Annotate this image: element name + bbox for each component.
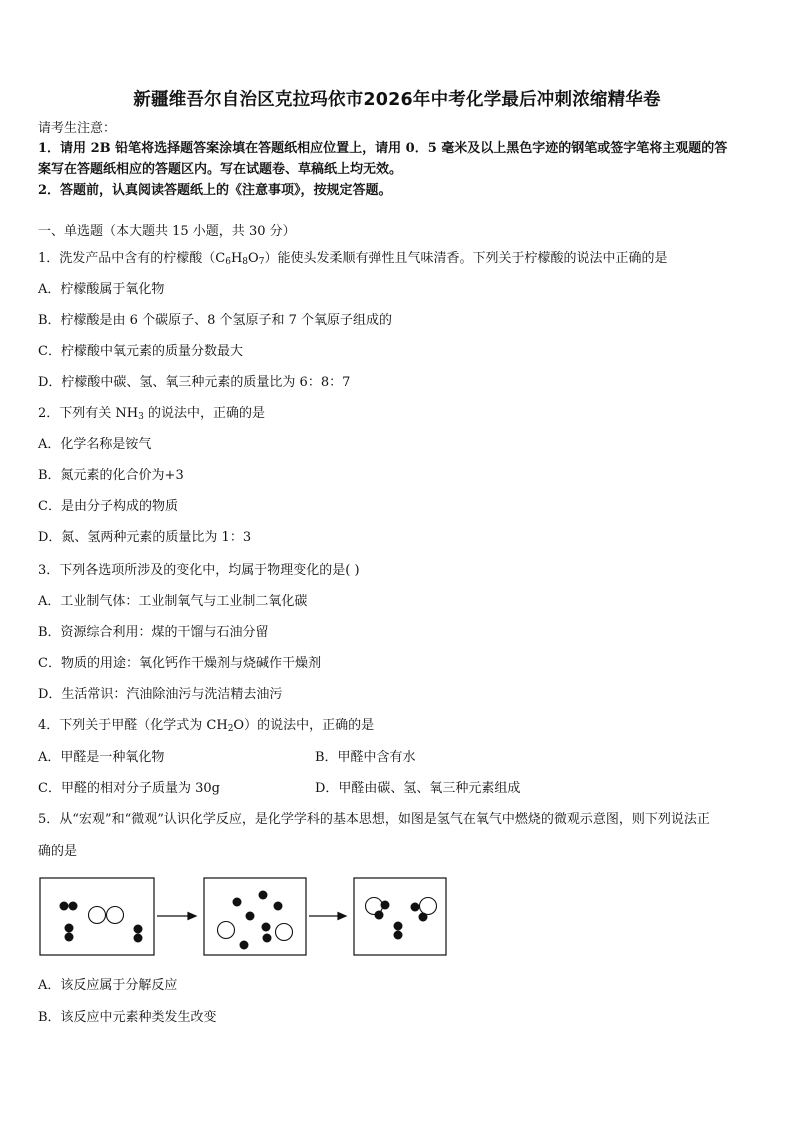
intermediate-box bbox=[204, 878, 306, 955]
question-2-option-d: D．氮、氢两种元素的质量比为 1：3 bbox=[38, 530, 252, 545]
question-1-option-b: B．柠檬酸是由 6 个碳原子、8 个氢原子和 7 个氧原子组成的 bbox=[38, 313, 393, 328]
question-3-option-a: A．工业制气体：工业制氧气与工业制二氧化碳 bbox=[38, 594, 308, 609]
question-3-option-d: D．生活常识：汽油除油污与洗洁精去油污 bbox=[38, 687, 283, 702]
question-5-option-b: B．该反应中元素种类发生改变 bbox=[38, 1010, 217, 1025]
question-5-stem-cont: 确的是 bbox=[38, 844, 78, 859]
question-2-option-b: B．氮元素的化合价为+3 bbox=[38, 468, 184, 483]
question-2-option-c: C．是由分子构成的物质 bbox=[38, 499, 178, 514]
question-2-stem: 2．下列有关 $NH_3$ 的说法中，正确的是 bbox=[38, 406, 265, 422]
arrow-2 bbox=[309, 913, 346, 920]
reaction-microscopic-diagram bbox=[38, 875, 758, 965]
notice-item-1-cont: 案写在答题纸相应的答题区内。写在试题卷、草稿纸上均无效。 bbox=[38, 162, 403, 177]
notice-item-2: 2．答题前，认真阅读答题纸上的《注意事项》，按规定答题。 bbox=[38, 183, 392, 198]
question-4-option-a: A．甲醛是一种氧化物 bbox=[38, 750, 165, 765]
reactant-molecules bbox=[60, 902, 143, 943]
question-3-option-b: B．资源综合利用：煤的干馏与石油分留 bbox=[38, 625, 269, 640]
products-box bbox=[354, 878, 446, 955]
question-3-option-c: C．物质的用途：氧化钙作干燥剂与烧碱作干燥剂 bbox=[38, 656, 321, 671]
question-5-stem: 5．从“宏观”和“微观”认识化学反应，是化学学科的基本思想，如图是氢气在氧气中燃烧的微观示意图，则下列说法正 bbox=[38, 812, 710, 827]
intermediate-atoms bbox=[218, 891, 293, 950]
question-4-option-b: B．甲醛中含有水 bbox=[315, 750, 416, 765]
question-1-stem: 1．洗发产品中含有的柠檬酸$(C_6H_8O_7)$能使头发柔顺有弹性且气味清香。下列关于柠檬酸的说法中正确的是 bbox=[38, 251, 668, 267]
question-4-stem: 4．下列关于甲醛（化学式为 $CH_2O$）的说法中，正确的是 bbox=[38, 718, 375, 734]
question-4-option-d: D．甲醛由碳、氢、氧三种元素组成 bbox=[315, 781, 521, 796]
notice-item-1: 1．请用 2B 铅笔将选择题答案涂填在答题纸相应位置上，请用 0．5 毫米及以上黑色字迹的钢笔或签字笔将主观题的答 bbox=[38, 141, 728, 156]
question-5-option-a: A．该反应属于分解反应 bbox=[38, 978, 178, 993]
question-1-option-d: D．柠檬酸中碳、氢、氧三种元素的质量比为 6：8：7 bbox=[38, 375, 351, 390]
question-1-option-a: A．柠檬酸属于氧化物 bbox=[38, 282, 165, 297]
page-title: 新疆维吾尔自治区克拉玛依市2026年中考化学最后冲刺浓缩精华卷 bbox=[133, 90, 661, 110]
section-heading: 一、单选题（本大题共 15 小题，共 30 分） bbox=[38, 224, 296, 239]
product-molecules bbox=[366, 898, 437, 940]
question-1-option-c: C．柠檬酸中氧元素的质量分数最大 bbox=[38, 344, 243, 359]
question-4-option-c: C．甲醛的相对分子质量为 30g bbox=[38, 781, 220, 796]
notice-heading: 请考生注意： bbox=[38, 121, 117, 136]
question-2-option-a: A．化学名称是铵气 bbox=[38, 437, 152, 452]
arrow-1 bbox=[157, 913, 196, 920]
question-3-stem: 3．下列各选项所涉及的变化中，均属于物理变化的是( ) bbox=[38, 563, 360, 578]
